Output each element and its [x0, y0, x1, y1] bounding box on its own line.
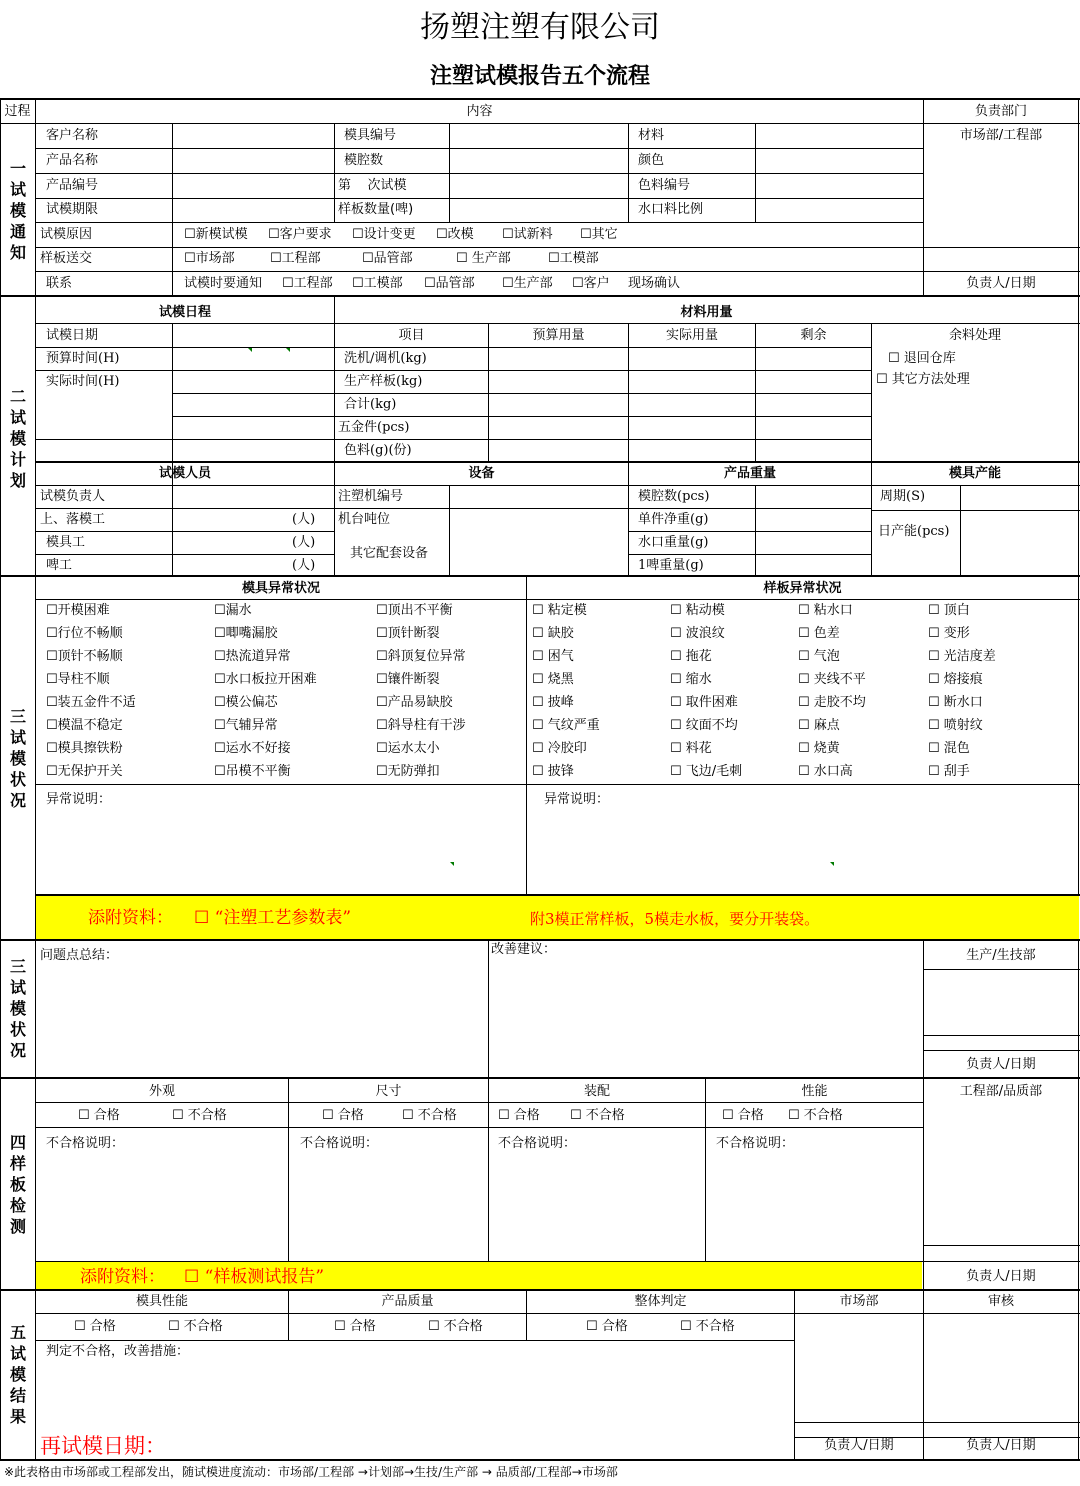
trial-date-label: 试模日期 — [46, 328, 99, 343]
runner-weight-label: 水口重量(g) — [638, 535, 709, 550]
sample-abnormal-option[interactable]: ☐ 取件困难 — [670, 695, 738, 710]
mold-abnormal-option[interactable]: ☐斜顶复位异常 — [376, 649, 466, 664]
cavity-field[interactable] — [450, 149, 627, 173]
sample-abnormal-option[interactable]: ☐ 粘定模 — [532, 603, 587, 618]
sample-abn-header: 样板异常状况 — [763, 581, 842, 596]
tonnage-label: 机台吨位 — [338, 512, 391, 527]
shot-weight-label: 1啤重量(g) — [638, 558, 704, 573]
retry-date-label: 再试模日期： — [40, 1434, 166, 1458]
sample-abnormal-option[interactable]: ☐ 混色 — [928, 741, 970, 756]
performance-fail-note: 不合格说明： — [716, 1136, 795, 1151]
mold-abnormal-option[interactable]: ☐无保护开关 — [46, 764, 123, 779]
mold-abnormal-option[interactable]: ☐水口板拉开困难 — [214, 672, 317, 687]
sample-abnormal-option[interactable]: ☐ 波浪纹 — [670, 626, 725, 641]
cell-marker — [830, 862, 834, 866]
sample-abnormal-option[interactable]: ☐ 断水口 — [928, 695, 983, 710]
schedule-header: 试模日程 — [158, 305, 211, 320]
sec3b-dept: 生产/生技部 — [966, 948, 1036, 963]
moldman-unit: (人) — [292, 535, 316, 550]
capacity-header: 模具产能 — [948, 466, 1001, 481]
contact-opt-customer[interactable]: ☐客户 — [572, 276, 610, 291]
sample-abnormal-option[interactable]: ☐ 喷射纹 — [928, 718, 983, 733]
frame-top — [0, 98, 1080, 100]
sample-abnormal-option[interactable]: ☐ 纹面不均 — [670, 718, 738, 733]
sec4-dept: 工程部/品质部 — [959, 1084, 1043, 1099]
dept-header: 负责部门 — [974, 104, 1027, 119]
actual-time-label: 实际时间(H) — [46, 374, 120, 389]
contact-opt-eng[interactable]: ☐工程部 — [282, 276, 333, 291]
appearance-pass[interactable]: ☐ 合格 — [78, 1108, 120, 1123]
sample-send-label: 样板送交 — [40, 251, 93, 266]
material-field[interactable] — [756, 124, 922, 148]
frame-right — [1078, 98, 1079, 1460]
sample-abnormal-option[interactable]: ☐ 夹线不平 — [798, 672, 866, 687]
leader-label: 试模负责人 — [40, 489, 106, 504]
col-assembly: 装配 — [583, 1084, 610, 1099]
trial-no-label: 第 次试模 — [338, 178, 407, 193]
trial-date-field[interactable] — [173, 324, 333, 347]
sample-abnormal-option[interactable]: ☐ 粘动模 — [670, 603, 725, 618]
attach-label: 添附资料： — [88, 908, 173, 928]
product-name-field[interactable] — [173, 149, 333, 173]
judge-field[interactable] — [37, 1362, 793, 1432]
company-title: 扬塑注塑有限公司 — [420, 10, 660, 45]
budget-time-label: 预算时间(H) — [46, 351, 120, 366]
footer-note: ※此表格由市场部或工程部发出，随试模进度流动：市场部/工程部 →计划部→生技/生产部 → 品质部/工程部→市场部 — [4, 1465, 618, 1479]
reason-opt-customer[interactable]: ☐客户要求 — [268, 227, 332, 242]
cell-marker — [248, 348, 252, 352]
col-dimension: 尺寸 — [375, 1084, 402, 1099]
summary-field[interactable] — [37, 966, 487, 1076]
form-title: 注塑试模报告五个流程 — [429, 63, 650, 89]
sec1-sign: 负责人/日期 — [966, 276, 1036, 291]
mold-abnormal-option[interactable]: ☐顶针不畅顺 — [46, 649, 123, 664]
mold-abnormal-option[interactable]: ☐漏水 — [214, 603, 252, 618]
sample-abnormal-option[interactable]: ☐ 气纹严重 — [532, 718, 600, 733]
mold-abn-header: 模具异常状况 — [241, 581, 320, 596]
trial-no-field[interactable] — [450, 174, 627, 198]
dimension-fail-note: 不合格说明： — [300, 1136, 379, 1151]
ratio-label: 水口料比例 — [638, 202, 704, 217]
mold-no-label: 模具编号 — [344, 128, 397, 143]
mold-abnormal-option[interactable]: ☐产品易缺胶 — [376, 695, 453, 710]
material-label: 材料 — [638, 128, 665, 143]
wash-label: 洗机/调机(kg) — [344, 351, 427, 366]
shooter-label: 啤工 — [46, 558, 73, 573]
sec3b-sign: 负责人/日期 — [966, 1057, 1036, 1072]
sample-abnormal-option[interactable]: ☐ 披锋 — [532, 764, 574, 779]
sec4-sign: 负责人/日期 — [966, 1269, 1036, 1284]
performance-fail[interactable]: ☐ 不合格 — [788, 1108, 843, 1123]
sample-abnormal-option[interactable]: ☐ 顶白 — [928, 603, 970, 618]
assembly-fail-note: 不合格说明： — [498, 1136, 577, 1151]
customer-label: 客户名称 — [46, 128, 99, 143]
mold-abnormal-option[interactable]: ☐装五金件不适 — [46, 695, 136, 710]
prod-sample-label: 生产样板(kg) — [344, 374, 423, 389]
mold-abnormal-option[interactable]: ☐气辅异常 — [214, 718, 278, 733]
mold-abnormal-option[interactable]: ☐吊模不平衡 — [214, 764, 291, 779]
sample-abn-note: 异常说明： — [544, 792, 610, 807]
sample-qty-label: 样板数量(啤) — [338, 202, 414, 217]
sample-abnormal-option[interactable]: ☐ 变形 — [928, 626, 970, 641]
col-overall: 整体判定 — [634, 1294, 687, 1309]
sample-abnormal-option[interactable]: ☐ 麻点 — [798, 718, 840, 733]
quality-fail[interactable]: ☐ 不合格 — [428, 1319, 483, 1334]
cell-marker — [450, 862, 454, 866]
loader-unit: (人) — [292, 512, 316, 527]
mold-abnormal-option[interactable]: ☐运水不好接 — [214, 741, 291, 756]
sample-abnormal-option[interactable]: ☐ 水口高 — [798, 764, 853, 779]
ratio-field[interactable] — [756, 199, 922, 222]
product-no-field[interactable] — [173, 174, 333, 198]
mold-abnormal-option[interactable]: ☐模具擦铁粉 — [46, 741, 123, 756]
mold-abnormal-option[interactable]: ☐斜导柱有干涉 — [376, 718, 466, 733]
mold-abnormal-option[interactable]: ☐无防弹扣 — [376, 764, 440, 779]
return-option[interactable]: ☐ 退回仓库 — [888, 351, 956, 366]
market-header: 市场部 — [839, 1294, 879, 1309]
sample-attachment-banner — [36, 1262, 922, 1289]
section2-label: 二 试 模 计 划 — [9, 387, 26, 490]
overall-pass[interactable]: ☐ 合格 — [586, 1319, 628, 1334]
remain-header: 剩余 — [800, 328, 827, 343]
customer-field[interactable] — [173, 124, 333, 148]
performance-pass[interactable]: ☐ 合格 — [722, 1108, 764, 1123]
color-no-field[interactable] — [756, 174, 922, 198]
item-header: 项目 — [398, 328, 425, 343]
mold-abnormal-option[interactable]: ☐模公偏芯 — [214, 695, 278, 710]
attach-test-report[interactable]: ☐ “样板测试报告” — [184, 1267, 325, 1287]
sample-abnormal-option[interactable]: ☐ 缺胶 — [532, 626, 574, 641]
machine-no-label: 注塑机编号 — [338, 489, 404, 504]
reason-label: 试模原因 — [40, 227, 93, 242]
sample-abnormal-option[interactable]: ☐ 烧黄 — [798, 741, 840, 756]
sample-qty-field[interactable] — [450, 199, 627, 222]
suggest-field[interactable] — [490, 960, 922, 1076]
mold-abnormal-option[interactable]: ☐模温不稳定 — [46, 718, 123, 733]
equipment-header: 设备 — [468, 466, 495, 481]
mold-no-field[interactable] — [450, 124, 627, 148]
sample-abnormal-option[interactable]: ☐ 冷胶印 — [532, 741, 587, 756]
sample-abnormal-option[interactable]: ☐ 光洁度差 — [928, 649, 996, 664]
mold-pass[interactable]: ☐ 合格 — [74, 1319, 116, 1334]
dimension-pass[interactable]: ☐ 合格 — [322, 1108, 364, 1123]
mold-fail[interactable]: ☐ 不合格 — [168, 1319, 223, 1334]
mold-abnormal-option[interactable]: ☐开模困难 — [46, 603, 110, 618]
attach-process-sheet[interactable]: ☐ “注塑工艺参数表” — [194, 908, 352, 928]
product-name-label: 产品名称 — [46, 153, 99, 168]
budget-use-header: 预算用量 — [532, 328, 585, 343]
send-opt-market[interactable]: ☐市场部 — [184, 251, 235, 266]
sample-abnormal-option[interactable]: ☐ 刮手 — [928, 764, 970, 779]
assembly-fail[interactable]: ☐ 不合格 — [570, 1108, 625, 1123]
color-field[interactable] — [756, 149, 922, 173]
color-label: 颜色 — [638, 153, 665, 168]
col-appearance: 外观 — [148, 1084, 175, 1099]
sample-abnormal-option[interactable]: ☐ 熔接痕 — [928, 672, 983, 687]
mold-abnormal-option[interactable]: ☐唧嘴漏胶 — [214, 626, 278, 641]
assembly-pass[interactable]: ☐ 合格 — [498, 1108, 540, 1123]
cycle-label: 周期(S) — [880, 489, 926, 504]
col-product-quality: 产品质量 — [381, 1294, 434, 1309]
appearance-fail[interactable]: ☐ 不合格 — [172, 1108, 227, 1123]
review-sign: 负责人/日期 — [966, 1438, 1036, 1453]
sample-abnormal-option[interactable]: ☐ 气泡 — [798, 649, 840, 664]
pigment-label: 色料(g)(份) — [344, 443, 412, 458]
hardware-label: 五金件(pcs) — [338, 420, 410, 435]
judge-label: 判定不合格，改善措施： — [46, 1344, 190, 1359]
mold-abnormal-option[interactable]: ☐顶出不平衡 — [376, 603, 453, 618]
col-mold-performance: 模具性能 — [135, 1294, 188, 1309]
other-equip-label: 其它配套设备 — [350, 546, 429, 561]
send-opt-prod[interactable]: ☐ 生产部 — [456, 251, 511, 266]
color-no-label: 色料编号 — [638, 178, 691, 193]
mold-abn-note: 异常说明： — [46, 792, 112, 807]
deadline-label: 试模期限 — [46, 202, 99, 217]
contact-text: 试模时要通知 — [184, 276, 263, 291]
mold-abnormal-option[interactable]: ☐顶针断裂 — [376, 626, 440, 641]
actual-use-header: 实际用量 — [665, 328, 718, 343]
cell-marker — [286, 348, 290, 352]
sample-abnormal-option[interactable]: ☐ 困气 — [532, 649, 574, 664]
sample-abnormal-option[interactable]: ☐ 披峰 — [532, 695, 574, 710]
sample-abnormal-option[interactable]: ☐ 料花 — [670, 741, 712, 756]
other-handle-option[interactable]: ☐ 其它方法处理 — [876, 372, 970, 387]
section1-label: 一 试 模 通 知 — [9, 159, 26, 262]
summary-label: 问题点总结： — [40, 948, 119, 963]
leftover-header: 余料处理 — [948, 328, 1001, 343]
cavity-pcs-label: 模腔数(pcs) — [638, 489, 710, 504]
mold-abnormal-option[interactable]: ☐镶件断裂 — [376, 672, 440, 687]
col-performance: 性能 — [801, 1084, 828, 1099]
mold-abnormal-option[interactable]: ☐导柱不顺 — [46, 672, 110, 687]
total-label: 合计(kg) — [344, 397, 397, 412]
deadline-field[interactable] — [173, 199, 333, 222]
sample-abnormal-option[interactable]: ☐ 缩水 — [670, 672, 712, 687]
sample-abnormal-option[interactable]: ☐ 烧黑 — [532, 672, 574, 687]
attach-note: 附3模正常样板，5模走水板，要分开装袋。 — [530, 910, 820, 928]
appearance-fail-note: 不合格说明： — [46, 1136, 125, 1151]
reason-opt-other[interactable]: ☐其它 — [580, 227, 618, 242]
reason-opt-material[interactable]: ☐试新料 — [502, 227, 553, 242]
send-opt-eng[interactable]: ☐工程部 — [270, 251, 321, 266]
process-header: 过程 — [4, 104, 31, 119]
loader-label: 上、落模工 — [40, 512, 106, 527]
daily-label: 日产能(pcs) — [878, 524, 950, 539]
sample-abnormal-option[interactable]: ☐ 飞边/毛刺 — [670, 764, 743, 779]
material-use-header: 材料用量 — [680, 305, 733, 320]
dimension-fail[interactable]: ☐ 不合格 — [402, 1108, 457, 1123]
reason-opt-modify[interactable]: ☐改模 — [436, 227, 474, 242]
sec1-dept: 市场部/工程部 — [959, 128, 1043, 143]
review-header: 审核 — [987, 1294, 1014, 1309]
sample-abnormal-option[interactable]: ☐ 粘水口 — [798, 603, 853, 618]
overall-fail[interactable]: ☐ 不合格 — [680, 1319, 735, 1334]
shooter-unit: (人) — [292, 558, 316, 573]
reason-opt-new[interactable]: ☐新模试模 — [184, 227, 248, 242]
contact-opt-qc[interactable]: ☐品管部 — [424, 276, 475, 291]
reason-opt-design[interactable]: ☐设计变更 — [352, 227, 416, 242]
mold-abnormal-option[interactable]: ☐行位不畅顺 — [46, 626, 123, 641]
sec4-attach-label: 添附资料： — [80, 1267, 165, 1287]
suggest-label: 改善建议： — [491, 942, 557, 957]
moldman-label: 模具工 — [46, 535, 86, 550]
contact-confirm: 现场确认 — [628, 276, 681, 291]
content-header: 内容 — [466, 104, 493, 119]
quality-pass[interactable]: ☐ 合格 — [334, 1319, 376, 1334]
sample-abnormal-option[interactable]: ☐ 走胶不均 — [798, 695, 866, 710]
section3-label: 三 试 模 状 况 — [9, 707, 26, 810]
send-opt-tool[interactable]: ☐工模部 — [548, 251, 599, 266]
people-header: 试模人员 — [158, 466, 211, 481]
mold-abn-note-field[interactable] — [37, 808, 525, 894]
sample-abn-note-field[interactable] — [528, 808, 1077, 894]
contact-opt-tool[interactable]: ☐工模部 — [352, 276, 403, 291]
contact-label: 联系 — [46, 276, 73, 291]
contact-opt-prod[interactable]: ☐生产部 — [502, 276, 553, 291]
sample-abnormal-option[interactable]: ☐ 拖花 — [670, 649, 712, 664]
market-sign: 负责人/日期 — [824, 1438, 894, 1453]
section5-label: 五 试 模 结 果 — [9, 1323, 26, 1426]
product-no-label: 产品编号 — [46, 178, 99, 193]
mold-abnormal-option[interactable]: ☐运水太小 — [376, 741, 440, 756]
section4-label: 四 样 板 检 测 — [9, 1133, 26, 1236]
net-weight-label: 单件净重(g) — [638, 512, 709, 527]
cavity-label: 模腔数 — [344, 153, 384, 168]
send-opt-qc[interactable]: ☐品管部 — [362, 251, 413, 266]
sample-abnormal-option[interactable]: ☐ 色差 — [798, 626, 840, 641]
weight-header: 产品重量 — [723, 466, 776, 481]
section3b-label: 三 试 模 状 况 — [9, 957, 26, 1060]
mold-abnormal-option[interactable]: ☐热流道异常 — [214, 649, 291, 664]
